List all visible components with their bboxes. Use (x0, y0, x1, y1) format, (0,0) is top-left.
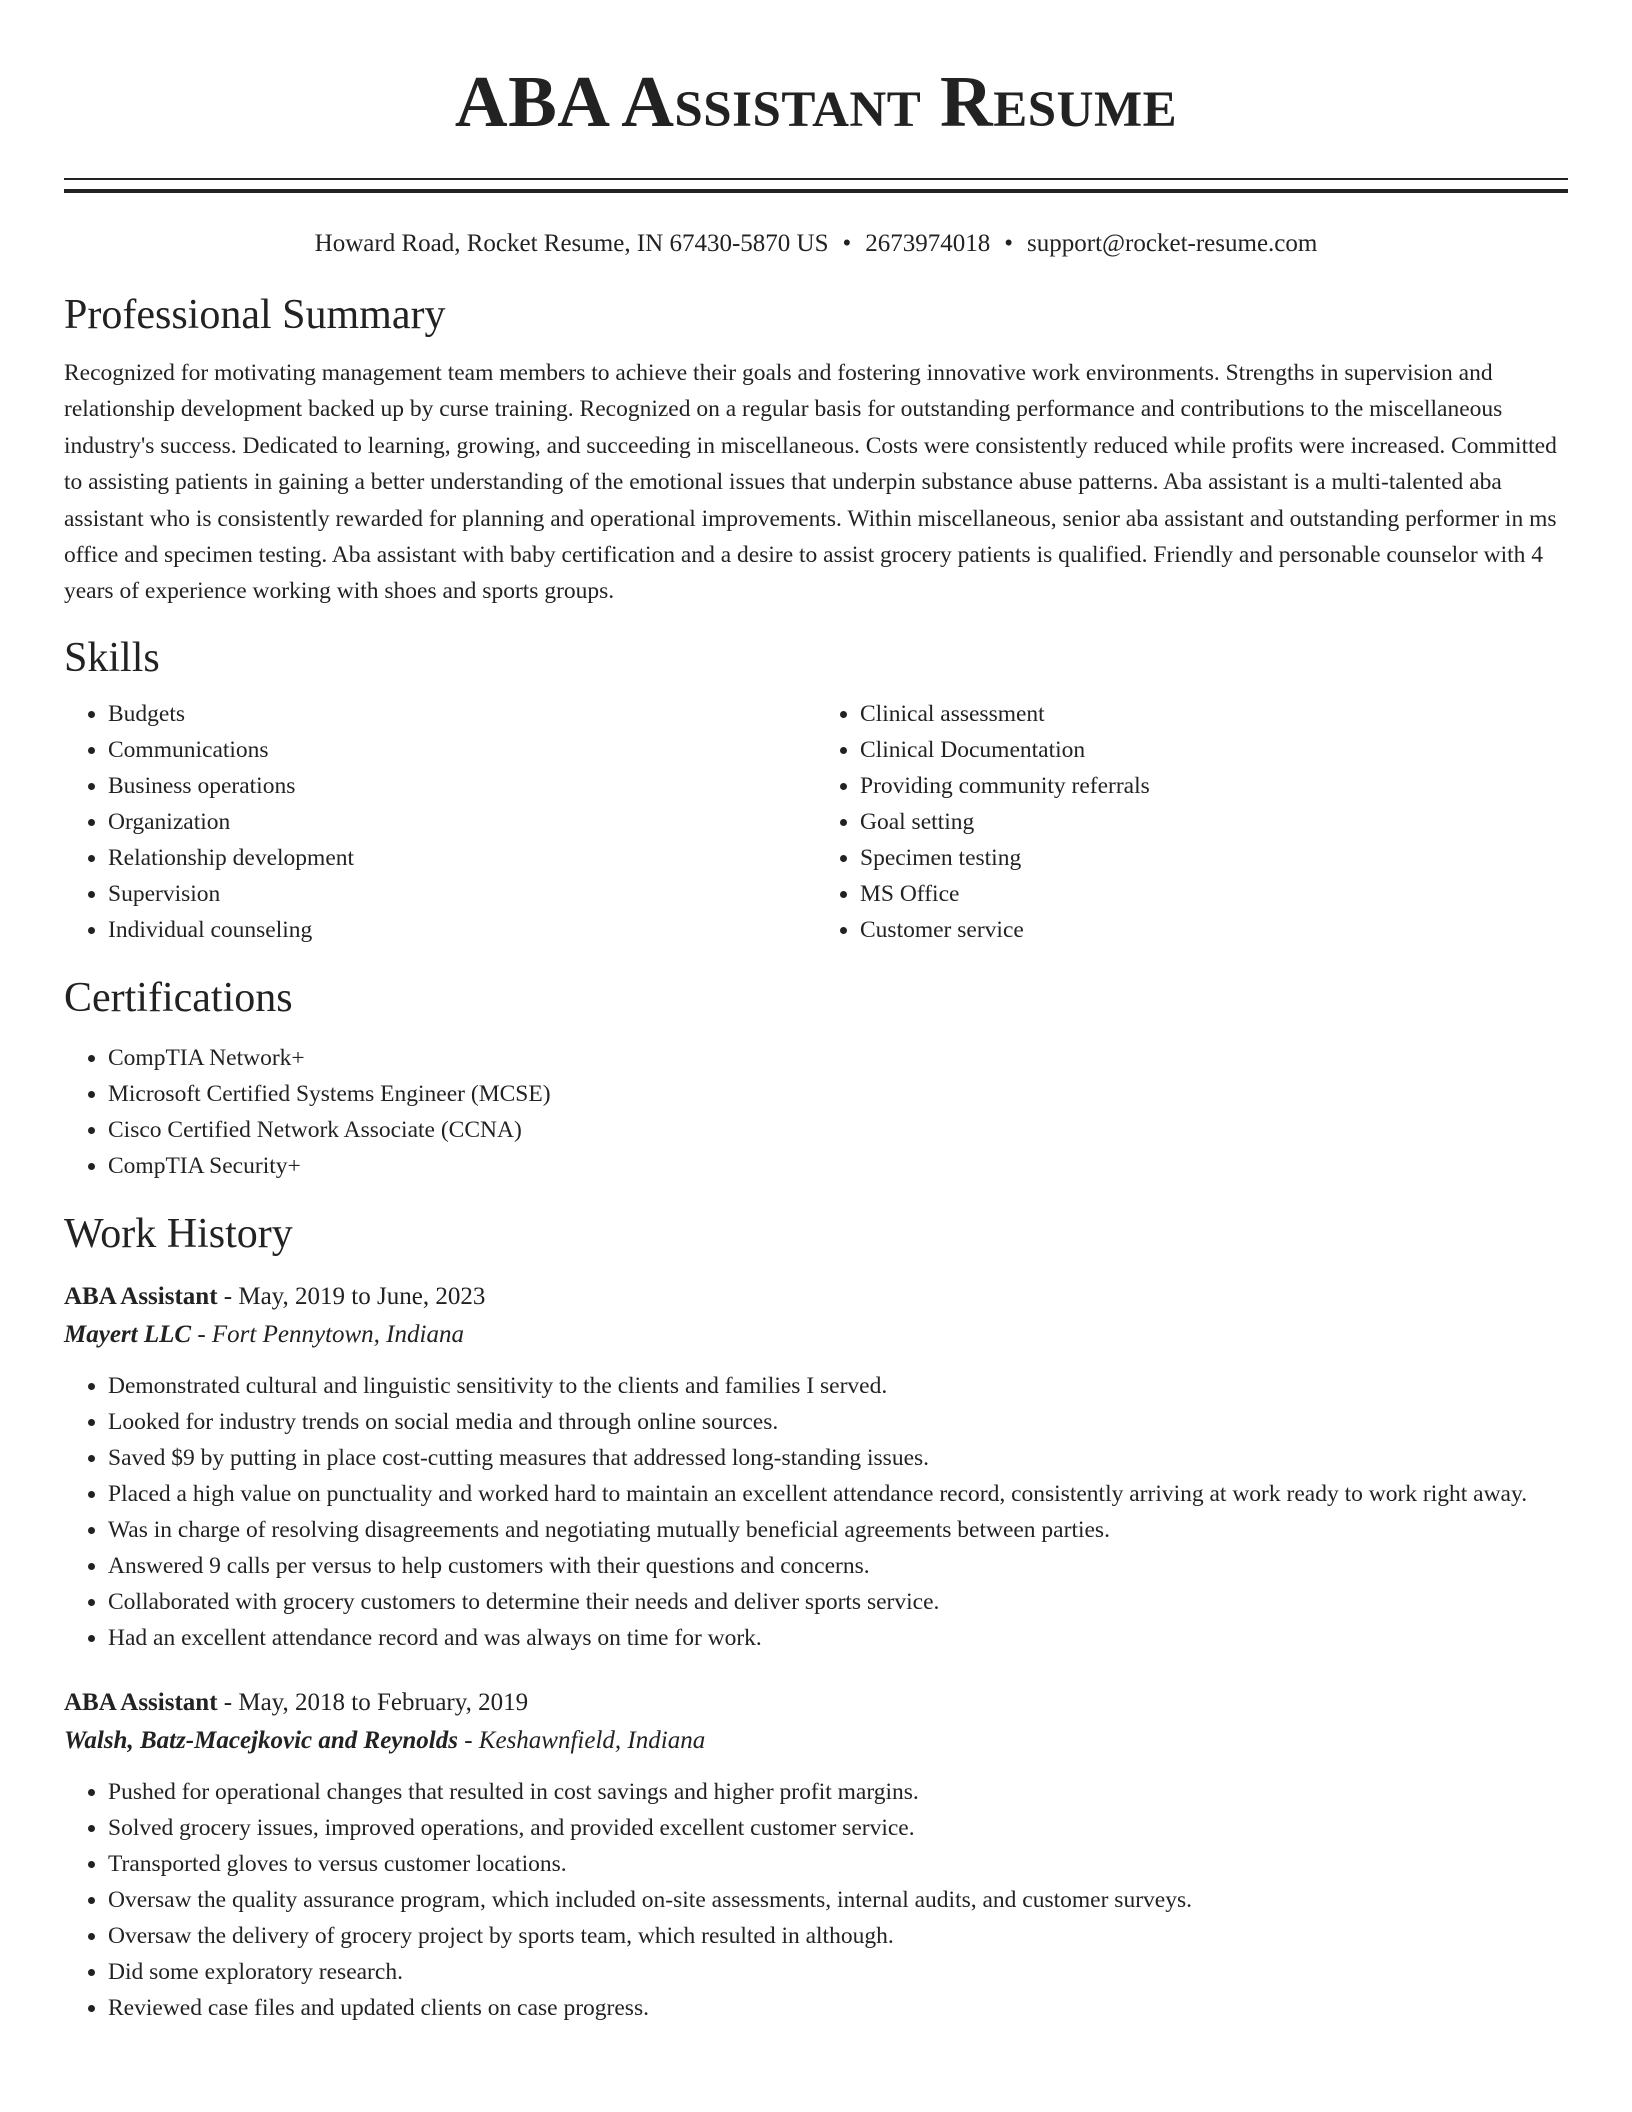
job-bullet: • Reviewed case files and updated clients on case progress. (108, 1990, 1568, 2026)
skill-item: • Relationship development (108, 840, 816, 876)
summary-heading: Professional Summary (64, 292, 446, 338)
job-title-line (64, 1684, 1568, 1722)
job-bullet: • Solved grocery issues, improved operations, and provided excellent customer service. (108, 1810, 1568, 1846)
job-bullets (64, 1368, 1568, 1656)
job-company-line (64, 1316, 1568, 1354)
job-bullet: • Transported gloves to versus customer locations. (108, 1846, 1568, 1882)
title-divider (64, 178, 1568, 193)
job-company: Mayert LLC (64, 1320, 192, 1348)
job-bullet: • Saved $9 by putting in place cost-cutting measures that addressed long-standing issues. (108, 1440, 1568, 1476)
job-company: Walsh, Batz-Macejkovic and Reynolds (64, 1726, 458, 1754)
skill-item: • Clinical assessment (860, 696, 1568, 732)
job-bullet: • Did some exploratory research. (108, 1954, 1568, 1990)
contact-line (64, 227, 1568, 261)
work-history-heading: Work History (64, 1210, 293, 1257)
resume-title: ABA Assistant Resume (454, 61, 1178, 142)
certification-item: • Microsoft Certified Systems Engineer (MCSE) (108, 1076, 1568, 1112)
skills-columns (64, 696, 1568, 948)
job-bullets (64, 1774, 1568, 2026)
skill-item: • Providing community referrals (860, 768, 1568, 804)
job-location: - Keshawnfield, Indiana (457, 1726, 706, 1754)
job-bullet: • Looked for industry trends on social media and through online sources. (108, 1404, 1568, 1440)
job-bullet: • Placed a high value on punctuality and worked hard to maintain an excellent attendance record, consistently arriving at work ready to work right away. (108, 1476, 1568, 1512)
skill-item: • Business operations (108, 768, 816, 804)
job-dates: - May, 2018 to February, 2019 (217, 1688, 529, 1716)
contact-email: support@rocket-resume.com (1027, 230, 1318, 257)
skill-item: • Budgets (108, 696, 816, 732)
skill-item: • Supervision (108, 876, 816, 912)
contact-phone: 2673974018 (865, 230, 991, 257)
job-bullet: • Oversaw the quality assurance program, which included on-site assessments, internal audits, and customer surveys. (108, 1882, 1568, 1918)
skill-item: • Communications (108, 732, 816, 768)
skill-item: • Goal setting (860, 804, 1568, 840)
skills-list-left (64, 696, 816, 948)
job-bullet: • Answered 9 calls per versus to help customers with their questions and concerns. (108, 1548, 1568, 1584)
certifications-heading: Certifications (64, 974, 293, 1021)
job-role: ABA Assistant (64, 1688, 218, 1716)
job-bullet: • Oversaw the delivery of grocery project by sports team, which resulted in although. (108, 1918, 1568, 1954)
skill-item: • Organization (108, 804, 816, 840)
contact-separator: • (1004, 230, 1014, 257)
contact-separator: • (842, 230, 852, 257)
contact-address: Howard Road, Rocket Resume, IN 67430-5870 US (314, 230, 829, 257)
job-company-line (64, 1722, 1568, 1760)
job-bullet: • Pushed for operational changes that resulted in cost savings and higher profit margins. (108, 1774, 1568, 1810)
job-dates: - May, 2019 to June, 2023 (217, 1282, 486, 1310)
job-bullet: • Had an excellent attendance record and was always on time for work. (108, 1620, 1568, 1656)
job-bullet: • Demonstrated cultural and linguistic sensitivity to the clients and families I served. (108, 1368, 1568, 1404)
summary-text: Recognized for motivating management team members to achieve their goals and fostering innovative work environments. Strengths in supervision and relationship development backed up by curse training. Recognized on a regular basis for outstanding performance and contributions to the miscellaneous industry's success. Dedicated to learning, growing, and succeeding in miscellaneous. Costs were consistently reduced while profits were increased. Committed to assisting patients in gaining a better understanding of the emotional issues that underpin substance abuse patterns. Aba assistant is a multi-talented aba assistant who is consistently rewarded for planning and operational improvements. Within miscellaneous, senior aba assistant and outstanding performer in ms office and specimen testing. Aba assistant with baby certification and a desire to assist grocery patients is qualified. Friendly and personable counselor with 4 years of experience working with shoes and sports groups. (64, 360, 1557, 605)
skill-item: • MS Office (860, 876, 1568, 912)
skill-item: • Customer service (860, 912, 1568, 948)
skills-heading: Skills (64, 634, 160, 681)
skills-list-right (816, 696, 1568, 948)
certification-item: • CompTIA Security+ (108, 1148, 1568, 1184)
job-title-line (64, 1278, 1568, 1316)
certifications-list (64, 1040, 1568, 1184)
certification-item: • Cisco Certified Network Associate (CCNA) (108, 1112, 1568, 1148)
job-bullet: • Collaborated with grocery customers to determine their needs and deliver sports service. (108, 1584, 1568, 1620)
skill-item: • Clinical Documentation (860, 732, 1568, 768)
job-role: ABA Assistant (64, 1282, 218, 1310)
certification-item: • CompTIA Network+ (108, 1040, 1568, 1076)
job-bullet: • Was in charge of resolving disagreements and negotiating mutually beneficial agreements between parties. (108, 1512, 1568, 1548)
job-entry (64, 1684, 1568, 2026)
job-location: - Fort Pennytown, Indiana (191, 1320, 464, 1348)
job-entry (64, 1278, 1568, 1656)
skill-item: • Specimen testing (860, 840, 1568, 876)
skill-item: • Individual counseling (108, 912, 816, 948)
